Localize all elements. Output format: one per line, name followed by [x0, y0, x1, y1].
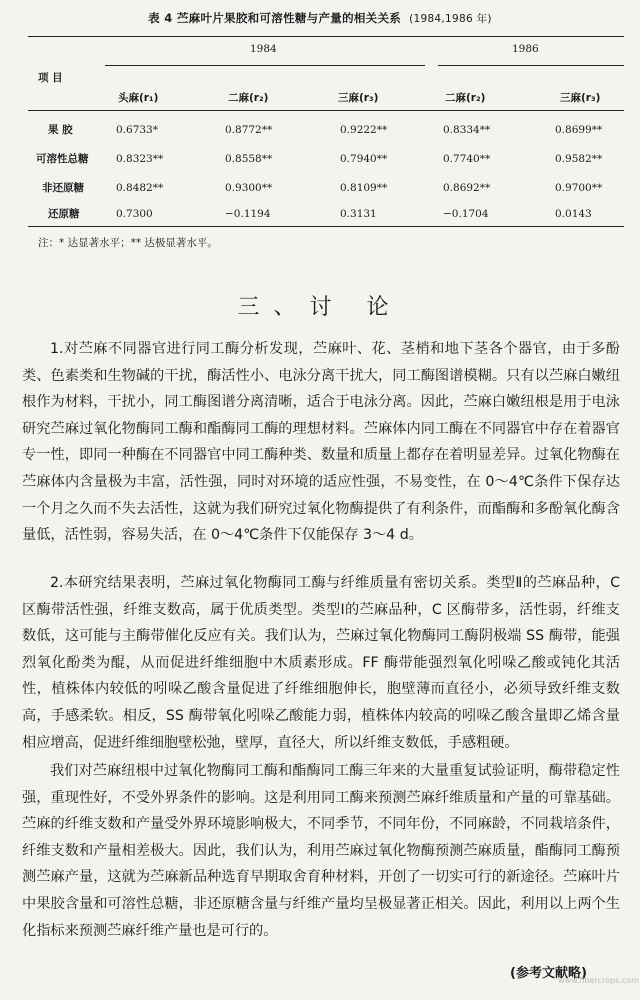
table-cell: 0.9582**	[555, 153, 603, 165]
table-cell: 0.7940**	[340, 153, 388, 165]
table-cell: 0.0143	[555, 208, 592, 220]
paragraph-3: 我们对苎麻纽根中过氧化物酶同工酶和酯酶同工酶三年来的大量重复试验证明，酶带稳定性强，重现性好，不受外界条件的影响。这是利用同工酶来预测苎麻纤维质量和产量的可靠基础。苎麻的纤维支数和产量受外界环境影响极大，不同季节，不同年份，不同麻龄，不同栽培条件，纤维支数和产量相差极大。因此，我们认为，利用苎麻过氧化物酶预测苎麻质量，酯酶同工酶预测苎麻产量，这就为苎麻新品种选育早期取舍育种材料，开创了一切实可行的新途径。苎麻叶片中果胶含量和可溶性总糖，非还原糖含量与纤维产量均呈极显著正相关。因此，利用以上两个生化指标来预测苎麻纤维产量也是可行的。	[22, 763, 620, 939]
subheader-r2-1986: 二麻(r₂)	[445, 92, 486, 104]
table-footnote: 注：* 达显著水平；** 达极显著水平。	[38, 237, 218, 249]
table-cell: 0.9700**	[555, 182, 603, 194]
table-cell: 0.8772**	[225, 124, 273, 136]
year-1984-rule	[105, 65, 425, 66]
table-cell: 0.7300	[116, 208, 153, 220]
references-omitted-note: (参考文献略)	[510, 966, 587, 981]
table-bottom-rule	[28, 226, 624, 227]
table-title-years: (1984,1986 年)	[409, 13, 492, 25]
table-cell: 0.8323**	[116, 153, 164, 165]
table-cell: 0.6733*	[116, 124, 158, 136]
row-label-non-reducing-sugar: 非还原糖	[42, 182, 84, 194]
subheader-r1-1984: 头麻(r₁)	[118, 92, 159, 104]
header-bottom-rule	[28, 110, 624, 111]
table-cell: −0.1704	[443, 208, 489, 220]
table-cell: 0.9300**	[225, 182, 273, 194]
section-heading: 三、讨 论	[237, 295, 403, 320]
table-title: 表 4 苎麻叶片果胶和可溶性糖与产量的相关关系	[148, 11, 402, 25]
year-header-1984: 1984	[250, 43, 277, 55]
year-1986-rule	[438, 65, 624, 66]
subheader-r2-1984: 二麻(r₂)	[228, 92, 269, 104]
table-cell: 0.8692**	[443, 182, 491, 194]
year-header-1986: 1986	[512, 43, 539, 55]
row-label-total-soluble-sugar: 可溶性总糖	[36, 153, 89, 165]
table-cell: 0.8699**	[555, 124, 603, 136]
table-cell: 0.8109**	[340, 182, 388, 194]
table-cell: 0.3131	[340, 208, 377, 220]
table-cell: 0.8334**	[443, 124, 491, 136]
table-corner-label: 项 目	[38, 72, 63, 84]
row-label-reducing-sugar: 还原糖	[48, 208, 80, 220]
row-label-pectin: 果 胶	[48, 124, 73, 136]
table-cell: 0.7740**	[443, 153, 491, 165]
table-cell: 0.9222**	[340, 124, 388, 136]
table-top-rule	[28, 36, 624, 37]
paragraph-1: 1.对苎麻不同器官进行同工酶分析发现，苎麻叶、花、茎梢和地下茎各个器官，由于多酚类、色素类和生物碱的干扰，酶活性小、电泳分离干扰大，同工酶图谱模糊。只有以苎麻白嫩纽根作为材料，干扰小，同工酶图谱分离清晰，适合于电泳分离。因此，苎麻白嫩纽根是用于电泳研究苎麻过氧化物酶同工酶和酯酶同工酶的理想材料。苎麻体内同工酶在不同器官中存在着器官专一性，即同一种酶在不同器官中同工酶种类、数量和质量上都存在着明显差异。过氧化物酶在苎麻体内含量极为丰富，活性强，同时对环境的适应性强，不易变性，在 0～4℃条件下保存达一个月之久而不失去活性，这就为我们研究过氧化物酶提供了有利条件，而酯酶和多酚氧化酶含量低，活性弱，容易失活，在 0～4℃条件下仅能保存 3～4 d。	[22, 341, 620, 544]
subheader-r3-1986: 三麻(r₃)	[560, 92, 601, 104]
table-caption	[0, 10, 640, 26]
watermark: www.fibercrops.com	[558, 976, 639, 985]
table-cell: 0.8558**	[225, 153, 273, 165]
subheader-r3-1984: 三麻(r₃)	[338, 92, 379, 104]
paragraph-2: 2.本研究结果表明，苎麻过氧化物酶同工酶与纤维质量有密切关系。类型Ⅱ的苎麻品种，C 区酶带活性强，纤维支数高，属于优质类型。类型Ⅰ的苎麻品种，C 区酶带多，活性弱，纤维支数低，这可能与主酶带催化反应有关。我们认为，苎麻过氧化物酶同工酶阴极端 SS 酶带，能强烈氧化酚类为醌，从而促进纤维细胞中木质素形成。FF 酶带能强烈氧化吲哚乙酸或钝化其活性，植株体内较低的吲哚乙酸含量促进了纤维细胞伸长，胞壁薄而直径小，必须导致纤维支数高，手感柔软。相反，SS 酶带氧化吲哚乙酸能力弱，植株体内较高的吲哚乙酸含量即乙烯含量相应增高，促进纤维细胞壁松弛，壁厚，直径大，所以纤维支数低，手感粗硬。	[22, 575, 620, 751]
table-cell: 0.8482**	[116, 182, 164, 194]
table-cell: −0.1194	[225, 208, 271, 220]
